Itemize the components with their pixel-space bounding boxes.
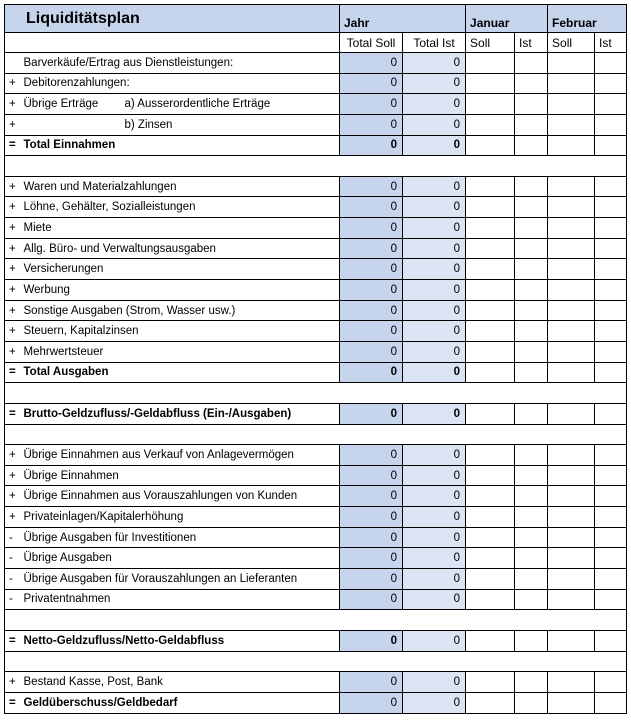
row-sign: +: [5, 300, 22, 321]
row-sign: -: [5, 548, 22, 569]
row-label[interactable]: Brutto-Geldzufluss/-Geldabfluss (Ein-/Ausgaben): [22, 403, 340, 424]
period-januar[interactable]: Januar: [466, 5, 548, 33]
cell-total-soll[interactable]: 0: [340, 135, 403, 156]
cell-feb-ist[interactable]: [595, 445, 627, 466]
cell-feb-soll[interactable]: [548, 238, 595, 259]
cell-jan-ist[interactable]: [515, 630, 548, 651]
cell-feb-soll[interactable]: [548, 259, 595, 280]
cell-feb-soll[interactable]: [548, 362, 595, 383]
cell-feb-ist[interactable]: [595, 321, 627, 342]
cell-total-soll[interactable]: 0: [340, 53, 403, 74]
cell-jan-soll[interactable]: [466, 465, 515, 486]
cell-jan-soll[interactable]: [466, 94, 515, 115]
cell-jan-soll[interactable]: [466, 53, 515, 74]
cell-feb-ist[interactable]: [595, 362, 627, 383]
col-januar-soll[interactable]: Soll: [466, 33, 515, 53]
cell-total-ist[interactable]: 0: [403, 672, 466, 693]
cell-jan-soll[interactable]: [466, 280, 515, 301]
row-label[interactable]: Mehrwertsteuer: [22, 341, 340, 362]
cell-jan-ist[interactable]: [515, 341, 548, 362]
cell-jan-ist[interactable]: [515, 53, 548, 74]
cell-jan-soll[interactable]: [466, 114, 515, 135]
liquidity-table: [4, 4, 627, 714]
cell-total-soll[interactable]: 0: [340, 589, 403, 610]
cell-jan-soll[interactable]: [466, 589, 515, 610]
cell-feb-ist[interactable]: [595, 280, 627, 301]
cell-feb-soll[interactable]: [548, 135, 595, 156]
row-label[interactable]: Total Einnahmen: [22, 135, 340, 156]
cell-total-ist[interactable]: 0: [403, 589, 466, 610]
row-investitionen: [5, 527, 627, 548]
cell-feb-ist[interactable]: [595, 114, 627, 135]
row-sign: =: [5, 362, 22, 383]
row-label[interactable]: Werbung: [22, 280, 340, 301]
cell-total-soll[interactable]: 0: [340, 465, 403, 486]
row-sign: -: [5, 527, 22, 548]
cell-jan-ist[interactable]: [515, 486, 548, 507]
cell-total-ist[interactable]: 0: [403, 53, 466, 74]
row-sign: +: [5, 445, 22, 466]
row-label[interactable]: Barverkäufe/Ertrag aus Dienstleistungen:: [22, 53, 340, 74]
cell-total-ist[interactable]: 0: [403, 300, 466, 321]
cell-total-soll[interactable]: 0: [340, 321, 403, 342]
cell-feb-ist[interactable]: [595, 486, 627, 507]
col-januar-ist[interactable]: Ist: [515, 33, 548, 53]
row-sign: +: [5, 259, 22, 280]
row-sign: =: [5, 630, 22, 651]
cell-total-soll[interactable]: 0: [340, 630, 403, 651]
row-sign: =: [5, 135, 22, 156]
cell-jan-ist[interactable]: [515, 176, 548, 197]
spacer-row: [5, 156, 627, 177]
spreadsheet: [4, 4, 626, 720]
cell-feb-soll[interactable]: [548, 94, 595, 115]
cell-jan-soll[interactable]: [466, 403, 515, 424]
cell-total-ist[interactable]: 0: [403, 259, 466, 280]
cell-total-ist[interactable]: 0: [403, 548, 466, 569]
cell-feb-ist[interactable]: [595, 94, 627, 115]
cell-feb-soll[interactable]: [548, 630, 595, 651]
cell-total-soll[interactable]: 0: [340, 259, 403, 280]
cell-feb-soll[interactable]: [548, 53, 595, 74]
row-sign: +: [5, 486, 22, 507]
cell-total-ist[interactable]: 0: [403, 486, 466, 507]
row-sign: +: [5, 321, 22, 342]
cell-total-soll[interactable]: 0: [340, 238, 403, 259]
row-label[interactable]: Übrige Einnahmen aus Verkauf von Anlagevermögen: [22, 445, 340, 466]
cell-total-ist[interactable]: 0: [403, 569, 466, 590]
cell-total-soll[interactable]: 0: [340, 300, 403, 321]
row-sign: +: [5, 94, 22, 115]
cell-feb-soll[interactable]: [548, 114, 595, 135]
cell-feb-soll[interactable]: [548, 300, 595, 321]
row-sign: +: [5, 672, 22, 693]
cell-jan-soll[interactable]: [466, 672, 515, 693]
row-sign: +: [5, 280, 22, 301]
cell-jan-soll[interactable]: [466, 218, 515, 239]
row-sign: +: [5, 507, 22, 528]
row-miete: [5, 218, 627, 239]
row-privatentnahmen: [5, 589, 627, 610]
cell-total-ist[interactable]: 0: [403, 692, 466, 713]
cell-feb-soll[interactable]: [548, 672, 595, 693]
cell-feb-ist[interactable]: [595, 218, 627, 239]
cell-feb-soll[interactable]: [548, 176, 595, 197]
row-label[interactable]: Steuern, Kapitalzinsen: [22, 321, 340, 342]
row-loehne: [5, 197, 627, 218]
row-label[interactable]: Netto-Geldzufluss/Netto-Geldabfluss: [22, 630, 340, 651]
row-steuern: [5, 321, 627, 342]
cell-jan-ist[interactable]: [515, 300, 548, 321]
col-total-soll[interactable]: Total Soll: [340, 33, 403, 53]
cell-total-soll[interactable]: 0: [340, 486, 403, 507]
col-total-ist[interactable]: Total Ist: [403, 33, 466, 53]
row-label[interactable]: Übrige Ausgaben für Investitionen: [22, 527, 340, 548]
row-zinsen: [5, 114, 627, 135]
cell-feb-soll[interactable]: [548, 527, 595, 548]
period-februar[interactable]: Februar: [548, 5, 627, 33]
row-debitoren: [5, 73, 627, 94]
cell-feb-soll[interactable]: [548, 445, 595, 466]
row-label[interactable]: Sonstige Ausgaben (Strom, Wasser usw.): [22, 300, 340, 321]
cell-total-soll[interactable]: 0: [340, 280, 403, 301]
row-label[interactable]: Übrige Einnahmen: [22, 465, 340, 486]
cell-total-ist[interactable]: 0: [403, 465, 466, 486]
row-label[interactable]: Miete: [22, 218, 340, 239]
row-label[interactable]: Bestand Kasse, Post, Bank: [22, 672, 340, 693]
row-ue-einnahmen: [5, 465, 627, 486]
row-label[interactable]: Löhne, Gehälter, Sozialleistungen: [22, 197, 340, 218]
row-brutto: [5, 403, 627, 424]
cell-jan-soll[interactable]: [466, 362, 515, 383]
cell-jan-soll[interactable]: [466, 548, 515, 569]
row-label[interactable]: Privatentnahmen: [22, 589, 340, 610]
cell-feb-ist[interactable]: [595, 176, 627, 197]
cell-jan-ist[interactable]: [515, 218, 548, 239]
cell-total-soll[interactable]: 0: [340, 341, 403, 362]
cell-total-ist[interactable]: 0: [403, 321, 466, 342]
row-sublabel: b) Zinsen: [124, 118, 173, 131]
cell-jan-soll[interactable]: [466, 73, 515, 94]
row-total-einnahmen: [5, 135, 627, 156]
cell-total-soll[interactable]: 0: [340, 362, 403, 383]
cell-jan-ist[interactable]: [515, 527, 548, 548]
cell-jan-soll[interactable]: [466, 569, 515, 590]
cell-total-soll[interactable]: 0: [340, 692, 403, 713]
header-row-columns: [5, 33, 627, 53]
cell-total-ist[interactable]: 0: [403, 73, 466, 94]
row-label-cell[interactable]: [22, 114, 340, 135]
row-label[interactable]: Geldüberschuss/Geldbedarf: [22, 692, 340, 713]
cell-total-ist[interactable]: 0: [403, 197, 466, 218]
cell-total-soll[interactable]: 0: [340, 548, 403, 569]
cell-jan-soll[interactable]: [466, 238, 515, 259]
cell-feb-ist[interactable]: [595, 53, 627, 74]
row-sign: -: [5, 589, 22, 610]
row-waren: [5, 176, 627, 197]
row-sign: [5, 53, 22, 74]
row-label[interactable]: Waren und Materialzahlungen: [22, 176, 340, 197]
row-geldueberschuss: [5, 692, 627, 713]
row-sign: +: [5, 197, 22, 218]
cell-feb-soll[interactable]: [548, 692, 595, 713]
row-ue-ausgaben: [5, 548, 627, 569]
cell-jan-ist[interactable]: [515, 135, 548, 156]
row-label[interactable]: Privateinlagen/Kapitalerhöhung: [22, 507, 340, 528]
cell-jan-soll[interactable]: [466, 692, 515, 713]
cell-jan-ist[interactable]: [515, 73, 548, 94]
cell-feb-ist[interactable]: [595, 672, 627, 693]
cell-jan-ist[interactable]: [515, 362, 548, 383]
cell-jan-ist[interactable]: [515, 507, 548, 528]
cell-total-ist[interactable]: 0: [403, 280, 466, 301]
spacer-row: [5, 651, 627, 672]
row-label: Übrige Erträge: [23, 98, 99, 111]
cell-total-ist[interactable]: 0: [403, 630, 466, 651]
cell-jan-soll[interactable]: [466, 135, 515, 156]
cell-total-ist[interactable]: 0: [403, 218, 466, 239]
row-sonstige: [5, 300, 627, 321]
cell-total-soll[interactable]: 0: [340, 218, 403, 239]
cell-jan-soll[interactable]: [466, 507, 515, 528]
cell-total-ist[interactable]: 0: [403, 527, 466, 548]
row-label[interactable]: Übrige Einnahmen aus Vorauszahlungen von Kunden: [22, 486, 340, 507]
cell-feb-soll[interactable]: [548, 73, 595, 94]
cell-jan-ist[interactable]: [515, 548, 548, 569]
cell-feb-soll[interactable]: [548, 589, 595, 610]
cell-feb-ist[interactable]: [595, 341, 627, 362]
cell-jan-soll[interactable]: [466, 486, 515, 507]
cell-jan-ist[interactable]: [515, 238, 548, 259]
cell-jan-ist[interactable]: [515, 94, 548, 115]
blank-cell[interactable]: [5, 383, 627, 404]
cell-feb-soll[interactable]: [548, 403, 595, 424]
col-februar-ist[interactable]: Ist: [595, 33, 627, 53]
cell-total-ist[interactable]: 0: [403, 135, 466, 156]
cell-jan-ist[interactable]: [515, 259, 548, 280]
cell-jan-ist[interactable]: [515, 321, 548, 342]
cell-total-soll[interactable]: 0: [340, 569, 403, 590]
row-sublabel: a) Ausserordentliche Erträge: [124, 98, 271, 111]
cell-total-ist[interactable]: 0: [403, 94, 466, 115]
cell-feb-ist[interactable]: [595, 465, 627, 486]
blank-cell[interactable]: [5, 424, 627, 445]
cell-feb-ist[interactable]: [595, 527, 627, 548]
row-uebrige-ertraege: [5, 94, 627, 115]
spacer-row: [5, 424, 627, 445]
cell-jan-ist[interactable]: [515, 445, 548, 466]
spacer-row: [5, 383, 627, 404]
row-sign: +: [5, 341, 22, 362]
cell-total-soll[interactable]: 0: [340, 507, 403, 528]
row-sign: +: [5, 114, 22, 135]
header-row-periods: [5, 5, 627, 33]
cell-jan-soll[interactable]: [466, 321, 515, 342]
cell-jan-ist[interactable]: [515, 589, 548, 610]
cell-feb-ist[interactable]: [595, 259, 627, 280]
row-barverkaeufe: [5, 53, 627, 74]
cell-feb-ist[interactable]: [595, 135, 627, 156]
row-sign: +: [5, 73, 22, 94]
cell-total-soll[interactable]: 0: [340, 403, 403, 424]
cell-jan-ist[interactable]: [515, 403, 548, 424]
cell-feb-ist[interactable]: [595, 692, 627, 713]
row-sign: +: [5, 218, 22, 239]
sheet-title: Liquiditätsplan: [5, 5, 340, 33]
period-jahr[interactable]: Jahr: [340, 5, 466, 33]
row-sign: +: [5, 238, 22, 259]
row-label[interactable]: Allg. Büro- und Verwaltungsausgaben: [22, 238, 340, 259]
cell-jan-soll[interactable]: [466, 259, 515, 280]
row-bestand: [5, 672, 627, 693]
cell-total-soll[interactable]: 0: [340, 114, 403, 135]
cell-feb-soll[interactable]: [548, 197, 595, 218]
col-februar-soll[interactable]: Soll: [548, 33, 595, 53]
row-label[interactable]: Total Ausgaben: [22, 362, 340, 383]
cell-total-ist[interactable]: 0: [403, 176, 466, 197]
cell-jan-soll[interactable]: [466, 300, 515, 321]
cell-feb-ist[interactable]: [595, 197, 627, 218]
cell-jan-ist[interactable]: [515, 692, 548, 713]
row-mwst: [5, 341, 627, 362]
cell-feb-ist[interactable]: [595, 73, 627, 94]
cell-jan-soll[interactable]: [466, 176, 515, 197]
row-werbung: [5, 280, 627, 301]
cell-jan-ist[interactable]: [515, 465, 548, 486]
cell-feb-ist[interactable]: [595, 589, 627, 610]
cell-feb-soll[interactable]: [548, 548, 595, 569]
cell-total-soll[interactable]: 0: [340, 672, 403, 693]
cell-feb-ist[interactable]: [595, 548, 627, 569]
cell-total-soll[interactable]: 0: [340, 73, 403, 94]
row-label[interactable]: Debitorenzahlungen:: [22, 73, 340, 94]
cell-total-soll[interactable]: 0: [340, 445, 403, 466]
cell-total-ist[interactable]: 0: [403, 403, 466, 424]
cell-total-soll[interactable]: 0: [340, 527, 403, 548]
cell-total-ist[interactable]: 0: [403, 362, 466, 383]
blank-cell[interactable]: [5, 651, 627, 672]
cell-jan-ist[interactable]: [515, 672, 548, 693]
row-privateinlagen: [5, 507, 627, 528]
row-total-ausgaben: [5, 362, 627, 383]
blank-cell[interactable]: [5, 156, 627, 177]
row-buero: [5, 238, 627, 259]
cell-total-ist[interactable]: 0: [403, 114, 466, 135]
cell-feb-soll[interactable]: [548, 465, 595, 486]
cell-total-soll[interactable]: 0: [340, 94, 403, 115]
cell-jan-ist[interactable]: [515, 280, 548, 301]
spacer-row: [5, 610, 627, 631]
cell-feb-ist[interactable]: [595, 238, 627, 259]
cell-jan-soll[interactable]: [466, 527, 515, 548]
row-sign: =: [5, 692, 22, 713]
row-label[interactable]: Versicherungen: [22, 259, 340, 280]
row-netto: [5, 630, 627, 651]
cell-feb-ist[interactable]: [595, 507, 627, 528]
blank-cell[interactable]: [5, 610, 627, 631]
row-sign: -: [5, 569, 22, 590]
cell-jan-ist[interactable]: [515, 114, 548, 135]
cell-feb-soll[interactable]: [548, 341, 595, 362]
cell-feb-soll[interactable]: [548, 569, 595, 590]
cell-total-ist[interactable]: 0: [403, 507, 466, 528]
cell-feb-ist[interactable]: [595, 403, 627, 424]
header-blank-cell[interactable]: [5, 33, 340, 53]
row-label[interactable]: Übrige Ausgaben für Vorauszahlungen an Lieferanten: [22, 569, 340, 590]
cell-total-ist[interactable]: 0: [403, 445, 466, 466]
cell-feb-ist[interactable]: [595, 630, 627, 651]
cell-jan-ist[interactable]: [515, 197, 548, 218]
row-label[interactable]: Übrige Ausgaben: [22, 548, 340, 569]
row-vorauszahlungen-kunden: [5, 486, 627, 507]
row-versicherungen: [5, 259, 627, 280]
row-label-cell[interactable]: [22, 94, 340, 115]
cell-feb-soll[interactable]: [548, 321, 595, 342]
cell-jan-soll[interactable]: [466, 197, 515, 218]
row-sign: +: [5, 465, 22, 486]
cell-total-ist[interactable]: 0: [403, 238, 466, 259]
row-vorauszahlungen-lieferanten: [5, 569, 627, 590]
cell-feb-soll[interactable]: [548, 486, 595, 507]
row-sign: +: [5, 176, 22, 197]
cell-total-soll[interactable]: 0: [340, 176, 403, 197]
row-sign: =: [5, 403, 22, 424]
cell-feb-ist[interactable]: [595, 300, 627, 321]
row-anlage: [5, 445, 627, 466]
cell-total-ist[interactable]: 0: [403, 341, 466, 362]
cell-feb-soll[interactable]: [548, 218, 595, 239]
cell-feb-soll[interactable]: [548, 280, 595, 301]
cell-feb-soll[interactable]: [548, 507, 595, 528]
cell-jan-soll[interactable]: [466, 445, 515, 466]
cell-jan-soll[interactable]: [466, 630, 515, 651]
cell-feb-ist[interactable]: [595, 569, 627, 590]
cell-total-soll[interactable]: 0: [340, 197, 403, 218]
cell-jan-ist[interactable]: [515, 569, 548, 590]
cell-jan-soll[interactable]: [466, 341, 515, 362]
